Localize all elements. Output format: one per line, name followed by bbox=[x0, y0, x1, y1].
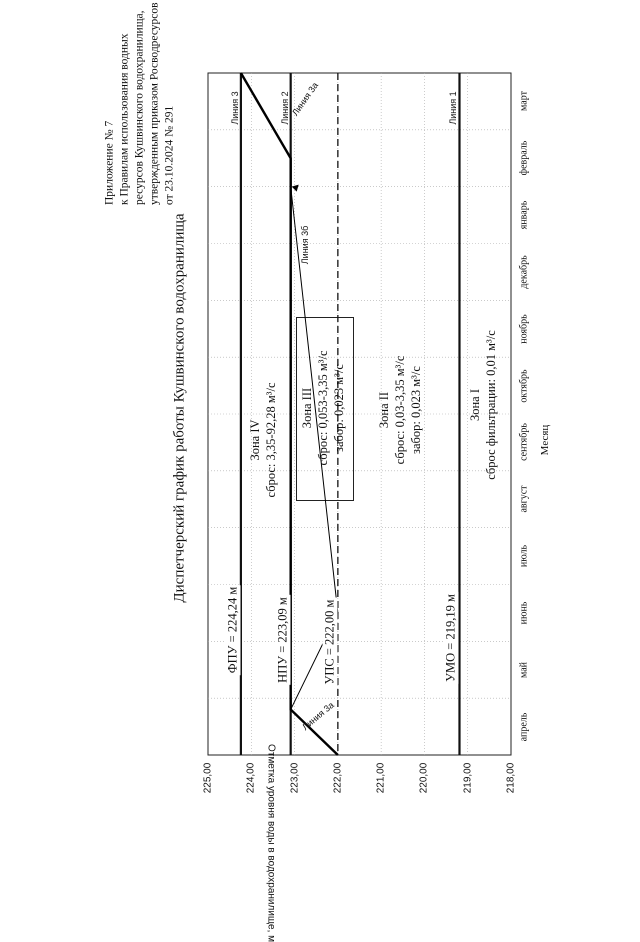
zone-text-line: забор: 0,023 м³/с bbox=[332, 364, 346, 452]
line-label-2: Линия 2 bbox=[279, 91, 290, 125]
appendix-line: к Правилам использования водных bbox=[118, 33, 131, 205]
x-tick-label: ноябрь bbox=[518, 314, 530, 344]
zone-label bbox=[299, 351, 347, 466]
y-tick-label: 221,00 bbox=[375, 762, 387, 794]
line-label-3a-bottom: Линия 3а bbox=[300, 699, 336, 733]
appendix-line: Приложение № 7 bbox=[103, 120, 116, 205]
zone-text-line: Зона II bbox=[377, 391, 391, 429]
zone-text-line: сброс: 0,053-3,35 м³/с bbox=[316, 350, 330, 466]
y-tick-label: 223,00 bbox=[289, 762, 301, 794]
y-tick-label: 219,00 bbox=[462, 762, 474, 794]
appendix-line: ресурсов Кушвинского водохранилища, bbox=[133, 10, 146, 205]
zone-text-line: сброс: 3,35-92,28 м³/с bbox=[264, 382, 278, 498]
zone-text-line: забор: 0,023 м³/с bbox=[409, 366, 423, 454]
zone-text-line: сброс: 0,03-3,35 м³/с bbox=[393, 355, 407, 465]
zone-text-line: Зона I bbox=[468, 388, 482, 422]
zone-label bbox=[247, 383, 279, 498]
level-label-УМО: УМО = 219,19 м bbox=[443, 594, 458, 682]
line-label-3: Линия 3 bbox=[229, 91, 240, 125]
x-tick-label: апрель bbox=[518, 712, 530, 741]
x-tick-label: декабрь bbox=[518, 255, 530, 289]
x-axis-label: Месяц bbox=[539, 424, 551, 456]
x-tick-label: октябрь bbox=[518, 368, 530, 403]
level-label-НПУ: НПУ = 223,09 м bbox=[275, 597, 290, 683]
zone-text-line: Зона IV bbox=[248, 419, 262, 461]
zone-label bbox=[467, 330, 499, 480]
y-tick-label: 222,00 bbox=[332, 762, 344, 794]
zone-label bbox=[376, 356, 424, 465]
x-tick-label: июнь bbox=[518, 601, 530, 625]
y-tick-label: 218,00 bbox=[505, 762, 517, 794]
x-tick-label: август bbox=[518, 485, 530, 513]
y-tick-label: 225,00 bbox=[202, 762, 214, 794]
x-tick-label: март bbox=[518, 91, 530, 112]
zone-text-line: сброс фильтрации: 0,01 м³/с bbox=[484, 330, 498, 480]
x-tick-label: май bbox=[518, 661, 530, 678]
y-tick-label: 220,00 bbox=[418, 762, 430, 794]
x-tick-label: сентябрь bbox=[518, 423, 530, 462]
y-axis-label: Отметка уровня воды в водохранилище, м bbox=[265, 743, 277, 942]
y-tick-label: 224,00 bbox=[245, 762, 257, 794]
x-tick-label: июль bbox=[518, 545, 530, 568]
arrow-head bbox=[292, 185, 299, 192]
x-tick-label: февраль bbox=[518, 140, 530, 176]
zone-text-line: Зона III bbox=[300, 387, 314, 429]
line-label-3a-top: Линия 3а bbox=[289, 80, 321, 118]
appendix-line: утвержденным приказом Росводресурсов bbox=[148, 2, 161, 205]
level-label-ФПУ: ФПУ = 224,24 м bbox=[225, 586, 240, 674]
line-label-1: Линия 1 bbox=[448, 91, 459, 125]
line-label-3b: Линия 3б bbox=[300, 225, 310, 265]
x-tick-label: январь bbox=[518, 200, 530, 230]
chart-title: Диспетчерский график работы Кушвинского водохранилища bbox=[171, 213, 188, 603]
level-label-УПС: УПС = 222,00 м bbox=[322, 599, 337, 685]
appendix-line: от 23.10.2024 № 291 bbox=[163, 105, 176, 205]
